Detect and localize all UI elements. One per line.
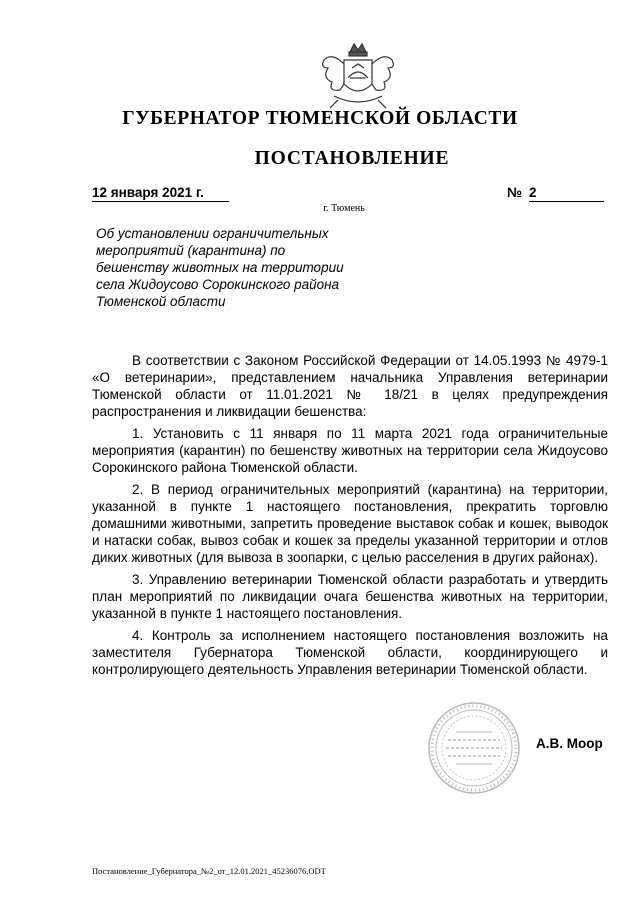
document-date: 12 января 2021 г. xyxy=(92,184,229,202)
clause-2: 2. В период ограничительных мероприятий (карантина) на территории, указанной в пункте 1 настоящего постановления, прекратить торговлю домашними животными, запретить проведение выставок собак и кошек, выводок и натаски собак, вывоз собак и кошек за пределы указанной территории и отлов диких животных (для вывоза в зоопарки, с целью расселения в других районах). xyxy=(92,482,608,565)
document-city: г. Тюмень xyxy=(323,203,365,214)
title-line: мероприятий (карантина) по xyxy=(96,243,286,258)
document-type: ПОСТАНОВЛЕНИЕ xyxy=(254,148,450,169)
document-number: 2 xyxy=(529,184,604,202)
title-line: бешенству животных на территории xyxy=(96,260,344,275)
clause-3: 3. Управлению ветеринарии Тюменской области разработать и утвердить план мероприятий по ликвидации очага бешенства животных на территории, указанной в пункте 1 настоящего постановления. xyxy=(92,572,608,621)
signer-name: А.В. Моор xyxy=(536,736,603,751)
document-title xyxy=(96,225,386,310)
document-number-label: № xyxy=(507,185,523,200)
clause-4: 4. Контроль за исполнением настоящего постановления возложить на заместителя Губернатора Тюменской области, координирующего и контролирующего деятельность Управления ветеринарии Тюменской области. xyxy=(92,628,608,677)
preamble-paragraph: В соответствии с Законом Российской Федерации от 14.05.1993 № 4979-1 «О ветеринарии», представлением начальника Управления ветеринарии Тюменской области от 11.01.2021 № 18/21 в целях предупреждения распространения и ликвидации бешенства: xyxy=(92,353,608,419)
clause-1: 1. Установить с 11 января по 11 марта 2021 года ограничительные мероприятия (карантин) по бешенству животных на территории села Жидоусово Сорокинского района Тюменской области. xyxy=(92,426,608,475)
file-name-footer: Постановление_Губернатора_№2_от_12.01.2021_45236076.ODT xyxy=(92,866,326,876)
issuing-authority: ГУБЕРНАТОР ТЮМЕНСКОЙ ОБЛАСТИ xyxy=(122,108,518,129)
official-seal-stamp-icon xyxy=(426,700,522,796)
coat-of-arms-icon xyxy=(310,38,406,118)
document-body xyxy=(92,352,608,683)
title-line: Тюменской области xyxy=(96,294,226,309)
title-line: Об установлении ограничительных xyxy=(96,226,329,241)
title-line: села Жидоусово Сорокинского района xyxy=(96,277,340,292)
